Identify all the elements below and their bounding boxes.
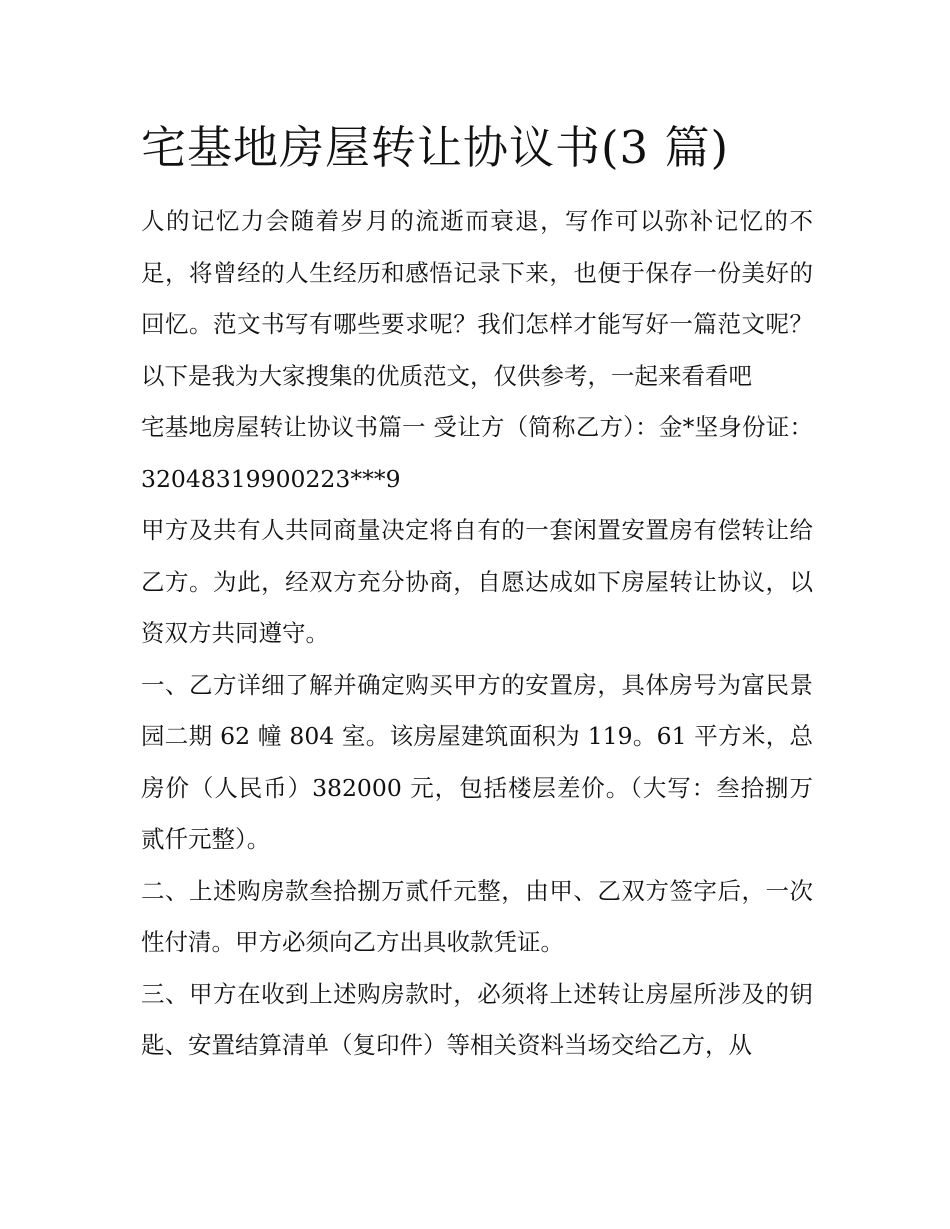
paragraph-intro: 人的记忆力会随着岁月的流逝而衰退，写作可以弥补记忆的不足，将曾经的人生经历和感悟记录下来，也便于保存一份美好的回忆。范文书写有哪些要求呢？我们怎样才能写好一篇范文呢？以下是我为大家搜集的优质范文，仅供参考，一起来看看吧 (141, 207, 813, 390)
paragraph-clause-1: 一、乙方详细了解并确定购买甲方的安置房，具体房号为富民景园二期 62 幢 804 室。该房屋建筑面积为 119。61 平方米，总房价（人民币）382000 元，包括楼层差价。（大写：叁拾捌万贰仟元整）。 (141, 670, 813, 853)
paragraph-agreement-purpose: 甲方及共有人共同商量决定将自有的一套闲置安置房有偿转让给乙方。为此，经双方充分协商，自愿达成如下房屋转让协议，以资双方共同遵守。 (141, 516, 813, 647)
document-title: 宅基地房屋转让协议书(3 篇) (141, 121, 730, 174)
paragraph-party-info: 宅基地房屋转让协议书篇一 受让方（简称乙方）：金*坚身份证：32048319900223***9 (141, 413, 813, 493)
paragraph-clause-3: 三、甲方在收到上述购房款时，必须将上述转让房屋所涉及的钥匙、安置结算清单（复印件）等相关资料当场交给乙方，从 (141, 979, 813, 1059)
document-body (141, 196, 813, 1072)
paragraph-clause-2: 二、上述购房款叁拾捌万贰仟元整，由甲、乙双方签字后，一次性付清。甲方必须向乙方出具收款凭证。 (141, 876, 813, 956)
